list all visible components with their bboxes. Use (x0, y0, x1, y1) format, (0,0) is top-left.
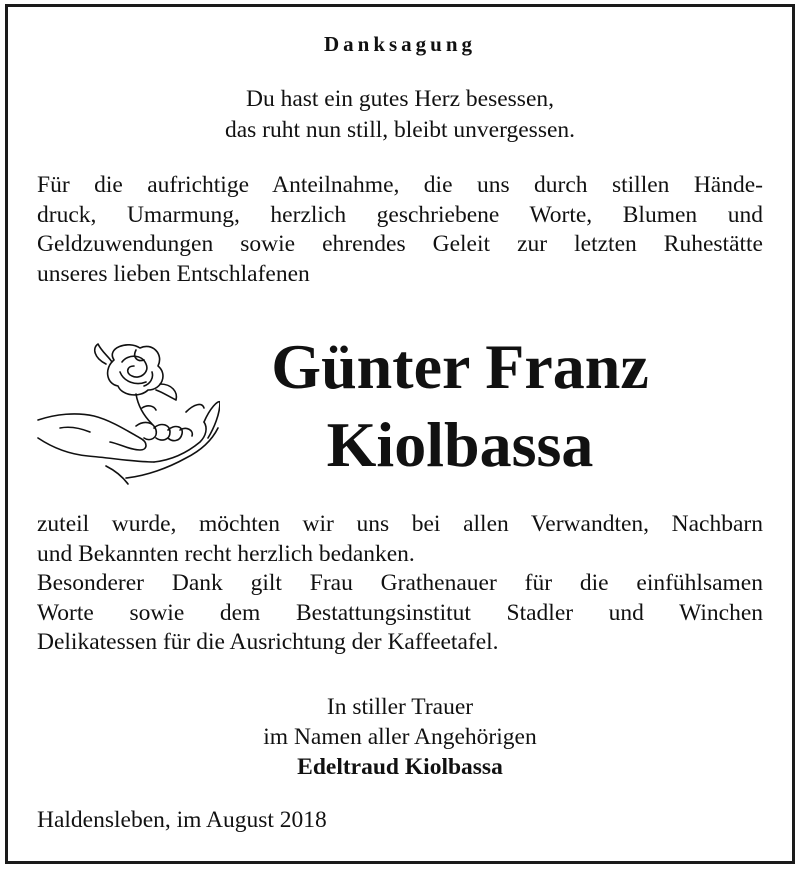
place-and-date: Haldensleben, im August 2018 (37, 807, 327, 833)
verse-line: Du hast ein gutes Herz besessen, (245, 86, 555, 112)
signature-line: In stiller Trauer (326, 694, 474, 720)
deceased-surname: Kiolbassa (326, 409, 594, 480)
notice-heading: Danksagung (323, 32, 477, 56)
signature-block (0, 692, 800, 782)
intro-line: Geldzuwendungen sowie ehrendes Geleit zur letzten Ruhestätte (37, 231, 763, 257)
closing-line: Worte sowie dem Bestattungsinstitut Stadler und Winchen (37, 599, 763, 626)
rose-in-hands-icon (36, 338, 220, 488)
intro-line: Für die aufrichtige Anteilnahme, die uns durch stillen Hände- (37, 172, 763, 198)
signer-name: Edeltraud Kiolbassa (297, 754, 503, 780)
intro-paragraph (37, 171, 763, 289)
deceased-name (220, 328, 700, 484)
intro-line: unseres lieben Entschlafenen (37, 260, 310, 287)
verse-line: das ruht nun still, bleibt unvergessen. (224, 117, 576, 143)
closing-line: Delikatessen für die Ausrichtung der Kaffeetafel. (37, 629, 499, 655)
closing-line: und Bekannten recht herzlich bedanken. (37, 540, 415, 567)
signature-line: im Namen aller Angehörigen (263, 724, 537, 750)
closing-paragraph (37, 510, 763, 658)
deceased-first-names: Günter Franz (271, 331, 649, 402)
closing-line: zuteil wurde, möchten wir uns bei allen Verwandten, Nachbarn (37, 511, 763, 537)
closing-line: Besonderer Dank gilt Frau Grathenauer für die einfühlsamen (37, 570, 763, 596)
verse (0, 84, 800, 146)
intro-line: druck, Umarmung, herzlich geschriebene Worte, Blumen und (37, 201, 763, 228)
